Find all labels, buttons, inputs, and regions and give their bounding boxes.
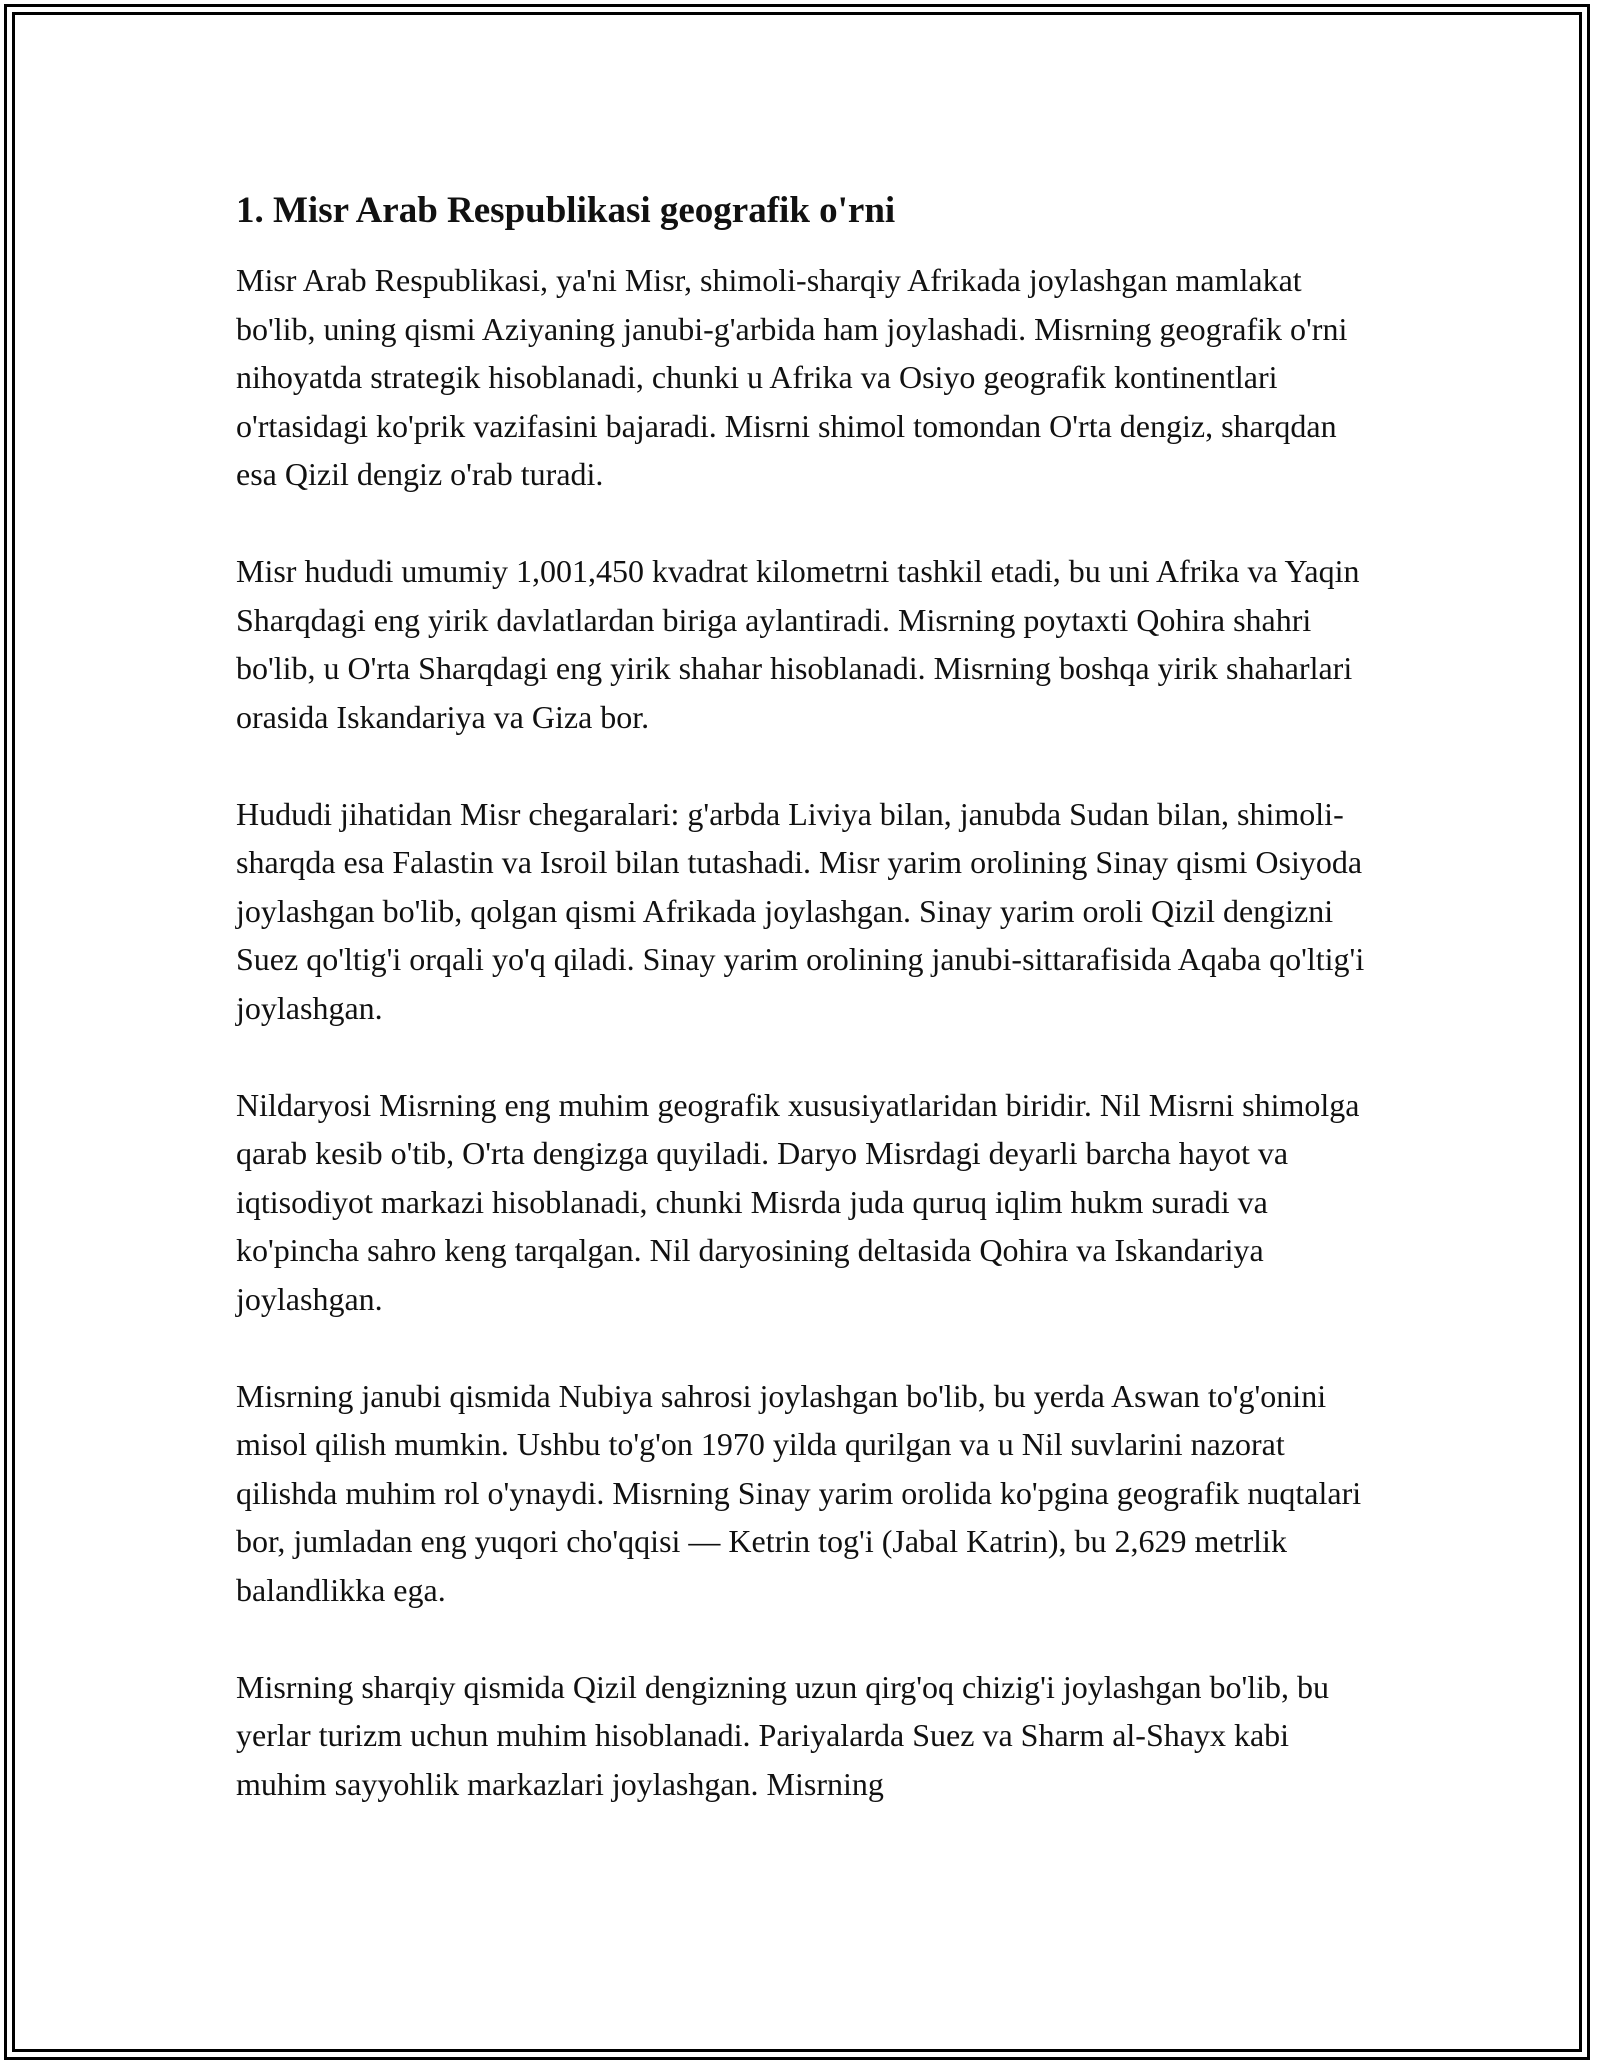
paragraph-3: Hududi jihatidan Misr chegaralari: g'arbda Liviya bilan, janubda Sudan bilan, shimoli-sharqda esa Falastin va Isroil bilan tutashadi. Misr yarim orolining Sinay qismi Osiyoda joylashgan bo'lib, qolgan qismi Afrikada joylashgan. Sinay yarim oroli Qizil dengizni Suez qo'ltig'i orqali yo'q qiladi. Sinay yarim orolining janubi-sittarafisida Aqaba qo'ltig'i joylashgan. [236, 795, 1365, 1026]
document-body [236, 186, 1366, 1857]
paragraph-6: Misrning sharqiy qismida Qizil dengizning uzun qirg'oq chizig'i joylashgan bo'lib, bu yerlar turizm uchun muhim hisoblanadi. Pariyalarda Suez va Sharm al-Shayx kabi muhim sayyohlik markazlari joylashgan. Misrning [236, 1668, 1330, 1802]
paragraph-4: Nildaryosi Misrning eng muhim geografik xususiyatlaridan biridir. Nil Misrni shimolga qarab kesib o'tib, O'rta dengizga quyiladi. Daryo Misrdagi deyarli barcha hayot va iqtisodiyot markazi hisoblanadi, chunki Misrda juda quruq iqlim hukm suradi va ko'pincha sahro keng tarqalgan. Nil daryosining deltasida Qohira va Iskandariya joylashgan. [236, 1086, 1360, 1317]
paragraph-2: Misr hududi umumiy 1,001,450 kvadrat kilometrni tashkil etadi, bu uni Afrika va Yaqin Sharqdagi eng yirik davlatlardan biriga aylantiradi. Misrning poytaxti Qohira shahri bo'lib, u O'rta Sharqdagi eng yirik shahar hisoblanadi. Misrning boshqa yirik shaharlari orasida Iskandariya va Giza bor. [236, 553, 1360, 735]
paragraph-5: Misrning janubi qismida Nubiya sahrosi joylashgan bo'lib, bu yerda Aswan to'g'onini misol qilish mumkin. Ushbu to'g'on 1970 yilda qurilgan va u Nil suvlarini nazorat qilishda muhim rol o'ynaydi. Misrning Sinay yarim orolida ko'pgina geografik nuqtalari bor, jumladan eng yuqori cho'qqisi — Ketrin tog'i (Jabal Katrin), bu 2,629 metrlik balandlikka ega. [236, 1377, 1362, 1608]
section-heading: 1. Misr Arab Respublikasi geografik o'rni [236, 190, 896, 231]
paragraph-1: Misr Arab Respublikasi, ya'ni Misr, shimoli-sharqiy Afrikada joylashgan mamlakat bo'lib, uning qismi Aziyaning janubi-g'arbida ham joylashadi. Misrning geografik o'rni nihoyatda strategik hisoblanadi, chunki u Afrika va Osiyo geografik kontinentlari o'rtasidagi ko'prik vazifasini bajaradi. Misrni shimol tomondan O'rta dengiz, sharqdan esa Qizil dengiz o'rab turadi. [236, 262, 1348, 492]
